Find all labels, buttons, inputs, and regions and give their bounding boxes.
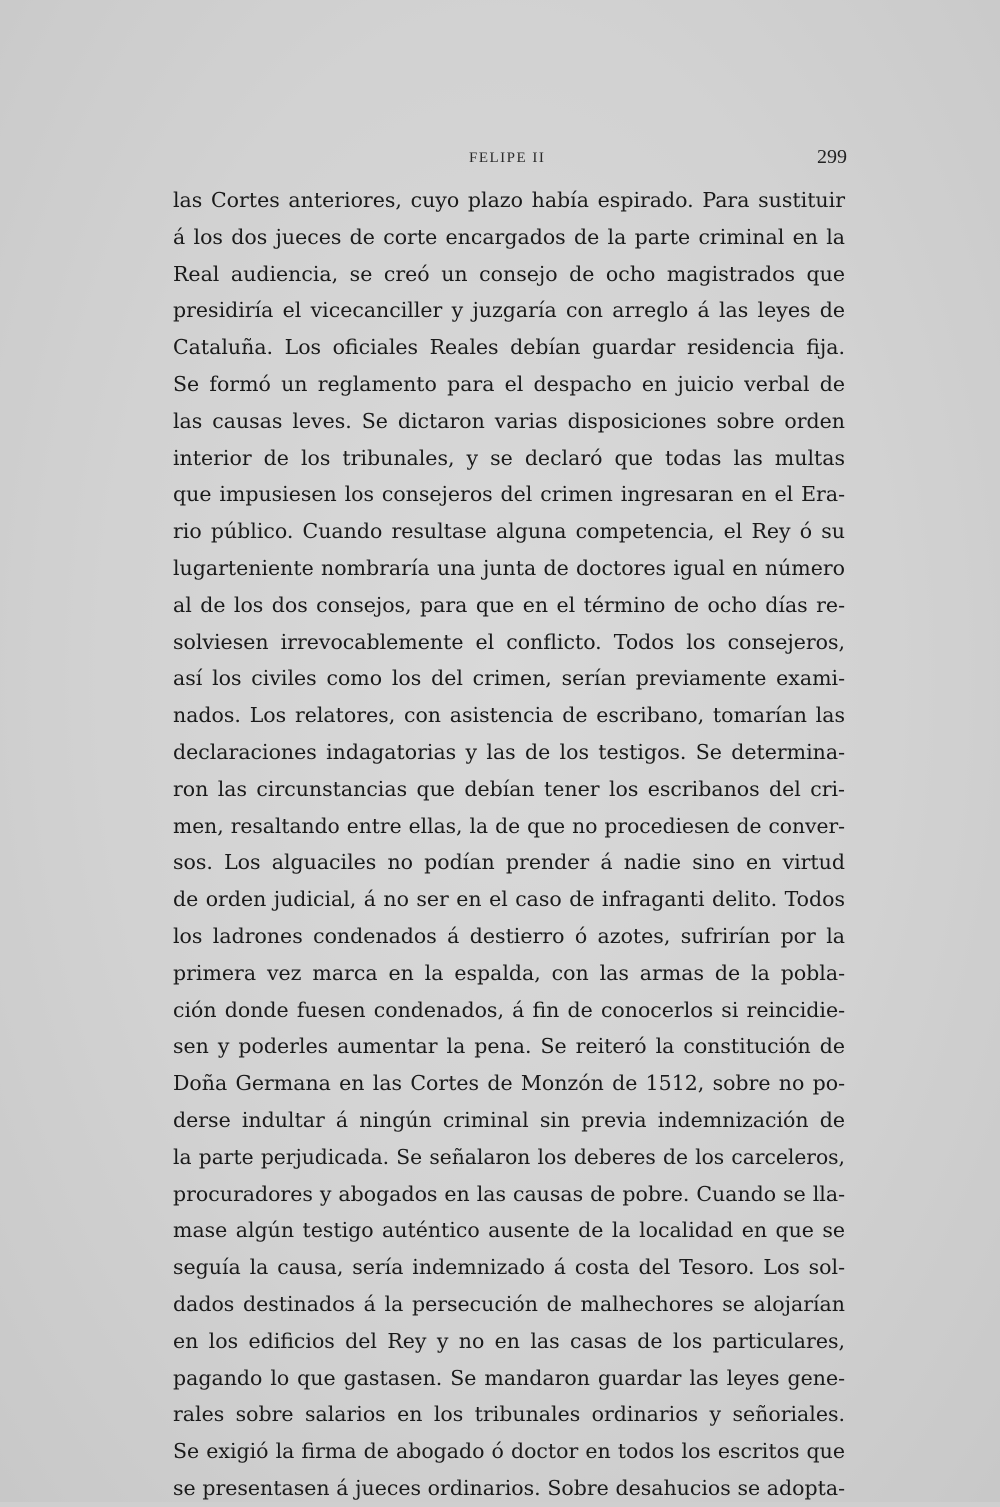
text-line: solviesen irrevocablemente el conflicto. Todos los consejeros, [173, 629, 845, 654]
text-line: rales sobre salarios en los tribunales ordinarios y señoriales. [173, 1402, 845, 1427]
text-line: los ladrones condenados á destierro ó azotes, sufrirían por la [173, 923, 845, 948]
text-line: Se exigió la firma de abogado ó doctor en todos los escritos que [173, 1439, 845, 1464]
text-line: así los civiles como los del crimen, serían previamente exami- [173, 666, 845, 691]
text-line: Se formó un reglamento para el despacho en juicio verbal de [173, 371, 845, 396]
text-line: en los edificios del Rey y no en las casas de los particulares, [173, 1328, 845, 1353]
text-line: Real audiencia, se creó un consejo de ocho magistrados que [173, 261, 845, 286]
text-line: dados destinados á la persecución de malhechores se alojarían [173, 1291, 845, 1316]
body-text [173, 182, 845, 1507]
text-line: procuradores y abogados en las causas de pobre. Cuando se lla- [173, 1181, 845, 1206]
text-line: lugarteniente nombraría una junta de doctores igual en número [173, 555, 845, 580]
text-line: que impusiesen los consejeros del crimen ingresaran en el Era- [173, 482, 845, 507]
page-header [173, 146, 847, 174]
text-line: Doña Germana en las Cortes de Monzón de 1512, sobre no po- [173, 1071, 845, 1096]
text-line: sos. Los alguaciles no podían prender á nadie sino en virtud [173, 850, 845, 875]
text-line: al de los dos consejos, para que en el término de ocho días re- [173, 592, 845, 617]
text-line: ron las circunstancias que debían tener los escribanos del cri- [173, 776, 845, 801]
text-line: Cataluña. Los oficiales Reales debían guardar residencia fija. [173, 335, 845, 360]
text-line: primera vez marca en la espalda, con las armas de la pobla- [173, 960, 845, 985]
text-line: mase algún testigo auténtico ausente de la localidad en que se [173, 1218, 845, 1243]
text-line: men, resaltando entre ellas, la de que no procediesen de conver- [173, 813, 845, 838]
text-line: pagando lo que gastasen. Se mandaron guardar las leyes gene- [173, 1365, 845, 1390]
text-line: sen y poderles aumentar la pena. Se reiteró la constitución de [173, 1034, 845, 1059]
page-number: 299 [817, 146, 847, 168]
text-line: á los dos jueces de corte encargados de la parte criminal en la [173, 224, 845, 249]
text-line: declaraciones indagatorias y las de los testigos. Se determina- [173, 739, 845, 764]
running-head: FELIPE II [469, 150, 546, 166]
text-line: la parte perjudicada. Se señalaron los deberes de los carceleros, [173, 1144, 845, 1169]
text-line: las causas leves. Se dictaron varias disposiciones sobre orden [173, 408, 845, 433]
text-line: ción donde fuesen condenados, á fin de conocerlos si reincidie- [173, 997, 845, 1022]
text-line: seguía la causa, sería indemnizado á costa del Tesoro. Los sol- [173, 1255, 845, 1280]
text-line: nados. Los relatores, con asistencia de escribano, tomarían las [173, 703, 845, 728]
text-line: de orden judicial, á no ser en el caso de infraganti delito. Todos [173, 887, 845, 912]
text-line: interior de los tribunales, y se declaró que todas las multas [173, 445, 845, 470]
text-line: se presentasen á jueces ordinarios. Sobre desahucios se adopta- [173, 1475, 845, 1500]
text-line: presidiría el vicecanciller y juzgaría con arreglo á las leyes de [173, 298, 845, 323]
text-line: rio público. Cuando resultase alguna competencia, el Rey ó su [173, 519, 845, 544]
text-line: las Cortes anteriores, cuyo plazo había espirado. Para sustituir [173, 188, 845, 212]
text-line: derse indultar á ningún criminal sin previa indemnización de [173, 1107, 845, 1132]
